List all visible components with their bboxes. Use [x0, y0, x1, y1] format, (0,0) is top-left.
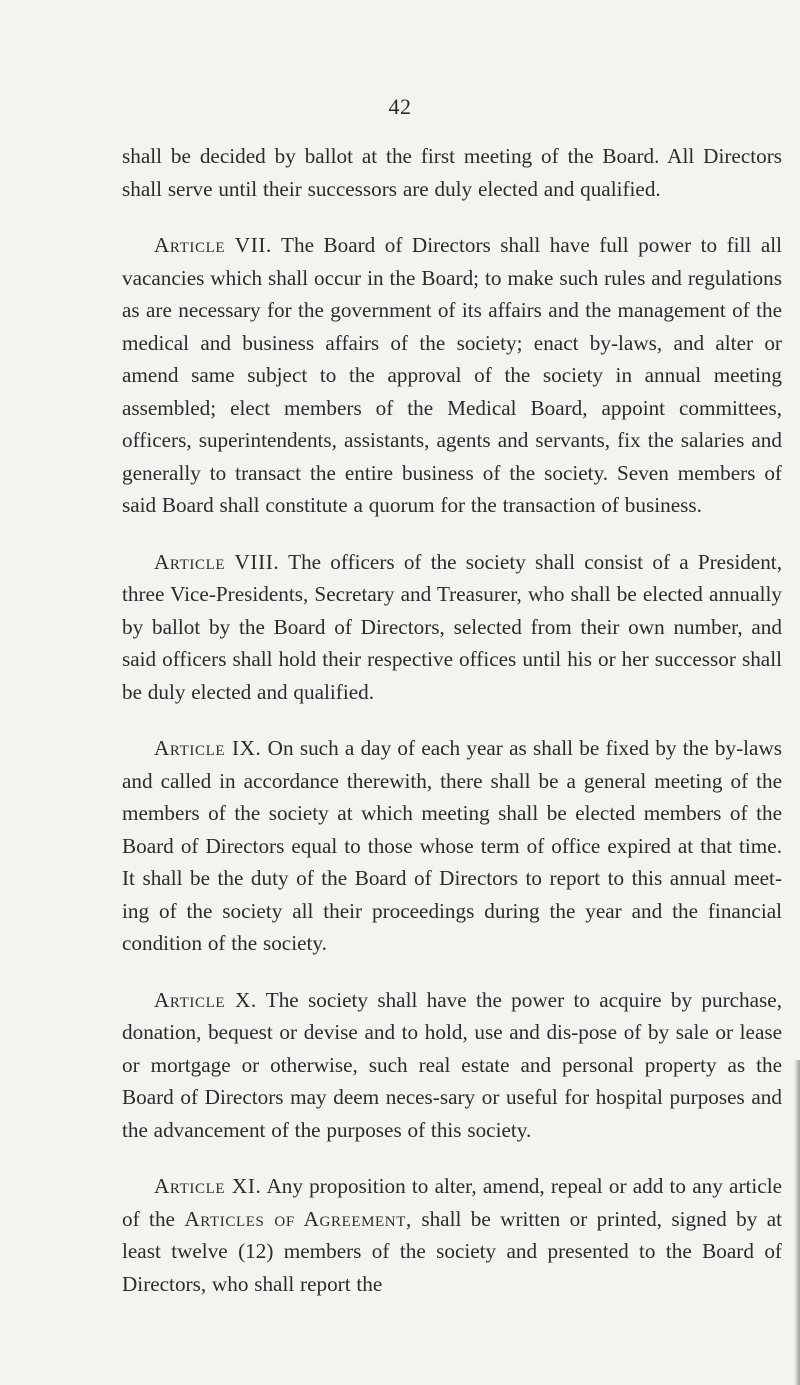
paragraph-continuation [122, 140, 782, 205]
paragraph-text: Any proposition to alter, amend, repeal or add to any article of the [122, 1174, 782, 1231]
article-vii [122, 229, 782, 522]
paragraph-text: shall be decided by ballot at the first meeting of the Board. All Directors shall serve until their successors are duly elected and qualified. [122, 144, 782, 201]
body-text [122, 140, 782, 1324]
article-heading: Article VII. [154, 233, 272, 257]
paragraph-text: The officers of the society shall consist of a President, three Vice-Presidents, Secretary and Treasurer, who shall be elected annually by ballot by the Board of Directors, selected from their own number, and said officers shall hold their respective offices until his or her successor shall be duly elected and qualified. [122, 549, 782, 704]
article-heading: Article X. [154, 987, 257, 1012]
paragraph-text: The society shall have the power to acquire by purchase, donation, bequest or devise and to hold, use and dis-pose of by sale or lease or mortgage or otherwise, such real estate and personal property as the Board of Directors may deem neces-sary or useful for hospital purposes and the advancement of the purposes of this society. [122, 987, 782, 1142]
article-x [122, 984, 782, 1147]
paragraph-text: The Board of Directors shall have full power to fill all vacancies which shall occur in the Board; to make such rules and regulations as are necessary for the government of its affairs and the management of the medical and business affairs of the society; enact by-laws, and alter or amend same subject to the approval of the society in annual meeting assembled; elect members of the Medical Board, appoint committees, officers, superintendents, assistants, agents and servants, fix the salaries and generally to transact the entire business of the society. Seven members of said Board shall constitute a quorum for the transaction of business. [122, 233, 782, 517]
paragraph-text: shall be written or printed, signed by at least twelve (12) members of the society and presented to the Board of Directors, who shall report the [122, 1206, 783, 1296]
articles-of-agreement-phrase: Articles of Agreement, [184, 1206, 412, 1231]
page-number: 42 [388, 94, 412, 119]
page-edge-shadow [794, 1060, 800, 1385]
article-heading: Article XI. [154, 1174, 262, 1198]
article-heading: Article VIII. [154, 549, 280, 574]
article-heading: Article IX. [154, 736, 262, 760]
article-ix [122, 732, 782, 960]
paragraph-text: On such a day of each year as shall be fixed by the by-laws and called in accordance therewith, there shall be a general meeting of the members of the society at which meeting shall be elected members of the Board of Directors equal to those whose term of office expired at that time. It shall be the duty of the Board of Directors to report to this annual meet-ing of the society all their proceedings during the year and the financial condition of the society. [122, 736, 782, 955]
article-xi [122, 1170, 782, 1300]
article-viii [122, 546, 782, 709]
